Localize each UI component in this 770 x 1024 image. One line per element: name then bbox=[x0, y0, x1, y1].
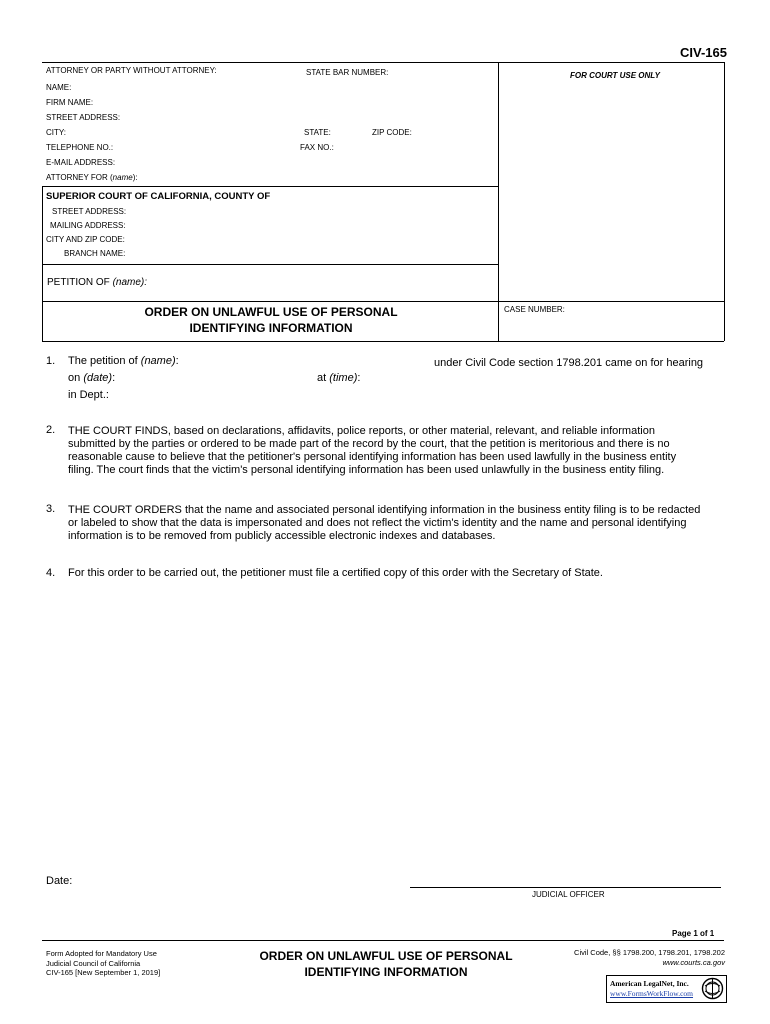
item-1-hearing-text: under Civil Code section 1798.201 came on for hearing bbox=[434, 357, 704, 369]
judicial-officer-label: JUDICIAL OFFICER bbox=[532, 890, 605, 899]
footer-title: ORDER ON UNLAWFUL USE OF PERSONAL IDENTIFYING INFORMATION bbox=[259, 949, 513, 979]
court-title: SUPERIOR COURT OF CALIFORNIA, COUNTY OF bbox=[46, 191, 271, 202]
state-label: STATE: bbox=[304, 128, 331, 137]
signature-line bbox=[410, 887, 721, 888]
footer-citation bbox=[520, 948, 725, 968]
logo-website-link[interactable]: www.FormsWorkFlow.com bbox=[610, 989, 694, 998]
zip-code-label: ZIP CODE: bbox=[372, 128, 412, 137]
petition-of-label: PETITION OF (name): bbox=[47, 277, 148, 288]
telephone-label: TELEPHONE NO.: bbox=[46, 143, 114, 152]
item-1-date-text: on (date): bbox=[68, 372, 116, 384]
attorney-for-label: ATTORNEY FOR (name): bbox=[46, 173, 138, 182]
email-label: E-MAIL ADDRESS: bbox=[46, 158, 116, 167]
page-number: Page 1 of 1 bbox=[672, 929, 715, 938]
item-3-number: 3. bbox=[46, 503, 56, 515]
form-adopted-text: Form Adopted for Mandatory Use Judicial Council of California CIV-165 [New September 1, 2019] bbox=[46, 949, 161, 977]
item-2-text: THE COURT FINDS, based on declarations, affidavits, police reports, or other material, relevant, and reliable information submitted by the parties or ordered to be made part of the record by the court, that the petition is meritorious and there is no reasonable cause to believe that the petitioner's personal identifying information has been used lawfully in the business entity filing. The court finds that the victim's personal identifying information has been used unlawfully in the business entity filing. bbox=[68, 425, 677, 476]
item-4-number: 4. bbox=[46, 567, 56, 579]
item-3-text: THE COURT ORDERS that the name and associated personal identifying information in the business entity filing is to be redacted or labeled to show that the data is impersonated and does not reflect the victim's identity and the name and personal identifying information is to be removed from publicly accessible electronic indexes and databases. bbox=[68, 504, 701, 542]
court-use-label: FOR COURT USE ONLY bbox=[570, 71, 660, 80]
item-1-petition-text: The petition of (name): bbox=[68, 355, 179, 367]
court-street-label: STREET ADDRESS: bbox=[52, 207, 127, 216]
item-1-dept-text: in Dept.: bbox=[68, 389, 109, 401]
form-number: CIV-165 bbox=[680, 45, 727, 60]
date-label: Date: bbox=[46, 875, 73, 887]
item-1-time-text: at (time): bbox=[317, 372, 361, 384]
american-legalnet-logo bbox=[606, 975, 727, 1003]
firm-name-label: FIRM NAME: bbox=[46, 98, 94, 107]
street-address-label: STREET ADDRESS: bbox=[46, 113, 121, 122]
fax-label: FAX NO.: bbox=[300, 143, 334, 152]
court-city-zip-label: CITY AND ZIP CODE: bbox=[46, 235, 125, 244]
attorney-label: ATTORNEY OR PARTY WITHOUT ATTORNEY: bbox=[46, 66, 217, 75]
globe-icon bbox=[701, 977, 724, 1000]
courts-website: www.courts.ca.gov bbox=[662, 958, 725, 967]
civil-code-citation: Civil Code, §§ 1798.200, 1798.201, 1798.202 bbox=[574, 948, 725, 957]
court-mailing-label: MAILING ADDRESS: bbox=[50, 221, 126, 230]
footer-divider bbox=[42, 940, 724, 941]
caption-title: ORDER ON UNLAWFUL USE OF PERSONAL IDENTIFYING INFORMATION bbox=[144, 305, 398, 335]
case-number-label: CASE NUMBER: bbox=[504, 305, 565, 314]
logo-company-name: American LegalNet, Inc. bbox=[610, 979, 689, 988]
item-1-number: 1. bbox=[46, 355, 56, 367]
court-branch-label: BRANCH NAME: bbox=[64, 249, 126, 258]
state-bar-label: STATE BAR NUMBER: bbox=[306, 68, 389, 77]
item-4-text: For this order to be carried out, the petitioner must file a certified copy of this order with the Secretary of State. bbox=[68, 567, 603, 579]
city-label: CITY: bbox=[46, 128, 67, 137]
name-label: NAME: bbox=[46, 83, 72, 92]
item-2-number: 2. bbox=[46, 424, 56, 436]
